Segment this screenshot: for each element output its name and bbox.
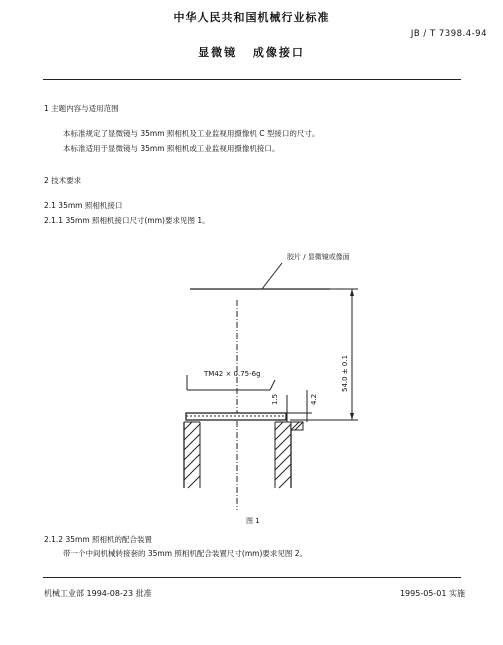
clause-2-1-1: 2.1.1 35mm 照相机接口尺寸(mm)要求见图 1。 [44, 216, 210, 225]
dim-label-a: 1.5 [271, 393, 279, 405]
section-1-paragraph-2: 本标准适用于显微镜与 35mm 照相机或工业监视用摄像机接口。 [63, 144, 280, 153]
issuing-org-header: 中华人民共和国机械行业标准 [173, 11, 330, 24]
figure-1-caption: 图 1 [246, 517, 260, 525]
figure-1-callout: 胶片 / 显微镜或像面 [287, 253, 350, 261]
standard-number: JB / T 7398.4-94 [410, 29, 487, 39]
dim-label-b: 4.2 [310, 393, 318, 405]
clause-2-1-2-paragraph: 带一个中间机械转接套的 35mm 照相机配合装置尺寸(mm)要求见图 2。 [63, 549, 308, 558]
title-part-2: 成像接口 [252, 46, 305, 59]
approval-date: 机械工业部 1994-08-23 批准 [44, 589, 152, 598]
clause-2-1: 2.1 35mm 照相机接口 [44, 201, 123, 210]
footer-rule [43, 577, 461, 578]
thread-spec-label: TM42 × 0.75-6g [204, 370, 261, 378]
clause-2-1-2: 2.1.2 35mm 照相机的配合装置 [44, 535, 153, 544]
dim-label-c: 54.0 ± 0.1 [341, 354, 349, 392]
section-1-heading: 1 主题内容与适用范围 [44, 104, 119, 113]
section-2-heading: 2 技术要求 [44, 176, 82, 185]
effective-date: 1995-05-01 实施 [399, 589, 465, 598]
section-1-paragraph-1: 本标准规定了显微镜与 35mm 照相机及工业监视用摄像机 C 型接口的尺寸。 [63, 129, 320, 138]
title-part-1: 显微镜 [198, 46, 238, 59]
